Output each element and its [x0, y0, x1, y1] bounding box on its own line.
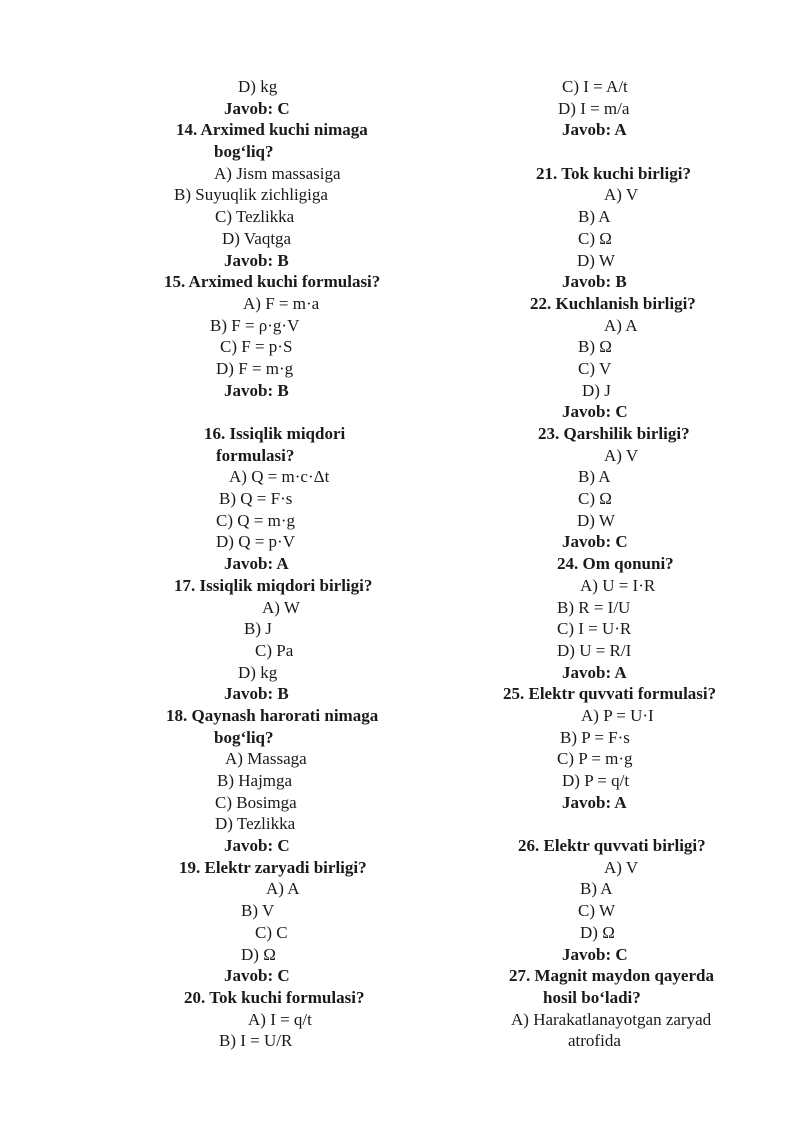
question-line: 25. Elektr quvvati formulasi?	[503, 684, 717, 704]
option-line: C) I = U·R	[557, 619, 632, 639]
option-line: B) Suyuqlik zichligiga	[174, 185, 328, 205]
option-line: A) V	[604, 445, 639, 465]
option-line: A) Harakatlanayotgan zaryad	[511, 1009, 712, 1029]
option-line: C) C	[255, 922, 288, 942]
left-column	[155, 76, 415, 1052]
question-line: bog‘liq?	[214, 727, 274, 747]
option-line: C) Ω	[578, 228, 612, 248]
option-line: B) A	[578, 467, 611, 487]
answer-line: Javob: B	[224, 380, 289, 400]
option-line: B) R = I/U	[557, 597, 631, 617]
option-line: D) Ω	[580, 922, 615, 942]
answer-line: Javob: B	[562, 272, 627, 292]
option-line: A) Jism massasiga	[214, 163, 341, 183]
option-line: B) V	[241, 901, 275, 921]
question-line: 24. Om qonuni?	[557, 554, 674, 574]
question-line: bog‘liq?	[214, 142, 274, 162]
option-line: B) A	[580, 879, 613, 899]
option-line: B) A	[578, 207, 611, 227]
option-line: D) U = R/I	[557, 640, 632, 660]
option-line: A) I = q/t	[248, 1009, 312, 1029]
answer-line: Javob: C	[224, 836, 290, 856]
question-line: 26. Elektr quvvati birligi?	[518, 836, 706, 856]
option-line: D) F = m·g	[216, 358, 294, 378]
answer-line: Javob: A	[224, 554, 289, 574]
option-line: C) W	[578, 901, 615, 921]
option-line: C) Tezlikka	[215, 207, 295, 227]
question-line: 20. Tok kuchi formulasi?	[184, 987, 365, 1007]
option-line: B) Q = F·s	[219, 489, 293, 509]
option-line: C) Pa	[255, 640, 294, 660]
answer-line: Javob: A	[562, 120, 627, 140]
question-line: hosil bo‘ladi?	[543, 987, 641, 1007]
answer-line: Javob: B	[224, 684, 289, 704]
option-line: A) Massaga	[225, 749, 307, 769]
option-line: C) F = p·S	[220, 337, 293, 357]
option-line: A) W	[262, 597, 300, 617]
answer-line: Javob: C	[224, 98, 290, 118]
option-line: D) W	[577, 250, 615, 270]
option-line: A) V	[604, 185, 639, 205]
blank-line	[155, 401, 415, 423]
question-line: 14. Arximed kuchi nimaga	[176, 120, 368, 140]
option-line: A) P = U·I	[581, 705, 654, 725]
option-line: D) J	[582, 380, 611, 400]
option-line: D) I = m/a	[558, 98, 630, 118]
option-line: D) W	[577, 510, 615, 530]
question-line: 16. Issiqlik miqdori	[204, 424, 346, 443]
option-line: B) I = U/R	[219, 1031, 293, 1051]
option-line: C) Q = m·g	[216, 510, 295, 530]
option-line: A) A	[604, 315, 638, 335]
question-line: 23. Qarshilik birligi?	[538, 424, 690, 443]
question-line: formulasi?	[216, 445, 295, 465]
answer-line: Javob: C	[224, 966, 290, 986]
answer-line: Javob: C	[562, 532, 628, 552]
option-line: atrofida	[568, 1031, 621, 1051]
option-line: A) F = m·a	[243, 293, 320, 313]
answer-line: Javob: A	[562, 792, 627, 812]
option-line: D) Vaqtga	[222, 228, 292, 248]
question-line: 18. Qaynash harorati nimaga	[166, 705, 379, 725]
option-line: B) Ω	[578, 337, 612, 357]
option-line: B) J	[244, 619, 272, 639]
question-line: 27. Magnit maydon qayerda	[509, 966, 714, 986]
question-line: 15. Arximed kuchi formulasi?	[164, 272, 381, 292]
option-line: C) Ω	[578, 489, 612, 509]
question-line: 22. Kuchlanish birligi?	[530, 293, 696, 313]
option-line: A) V	[604, 857, 639, 877]
option-line: D) Q = p·V	[216, 532, 295, 552]
blank-line	[490, 813, 755, 835]
right-column	[490, 76, 755, 1052]
question-line: 17. Issiqlik miqdori birligi?	[174, 575, 373, 595]
option-line: B) Hajmga	[217, 771, 293, 790]
option-line: C) I = A/t	[562, 77, 628, 96]
option-line: A) U = I·R	[580, 575, 656, 595]
blank-line	[490, 141, 755, 163]
option-line: D) Ω	[241, 944, 276, 964]
option-line: D) Tezlikka	[215, 814, 296, 834]
question-line: 21. Tok kuchi birligi?	[536, 163, 691, 183]
answer-line: Javob: B	[224, 250, 289, 270]
answer-line: Javob: C	[562, 944, 628, 964]
answer-line: Javob: C	[562, 402, 628, 422]
option-line: A) A	[266, 879, 300, 899]
option-line: D) kg	[238, 77, 278, 96]
question-line: 19. Elektr zaryadi birligi?	[179, 857, 367, 877]
option-line: B) P = F·s	[560, 727, 630, 747]
option-line: B) F = ρ·g·V	[210, 315, 300, 335]
option-line: D) P = q/t	[562, 771, 630, 790]
option-line: C) Bosimga	[215, 792, 297, 812]
option-line: A) Q = m·c·Δt	[229, 467, 330, 487]
option-line: D) kg	[238, 662, 278, 682]
answer-line: Javob: A	[562, 662, 627, 682]
option-line: C) P = m·g	[557, 749, 633, 769]
option-line: C) V	[578, 358, 612, 378]
